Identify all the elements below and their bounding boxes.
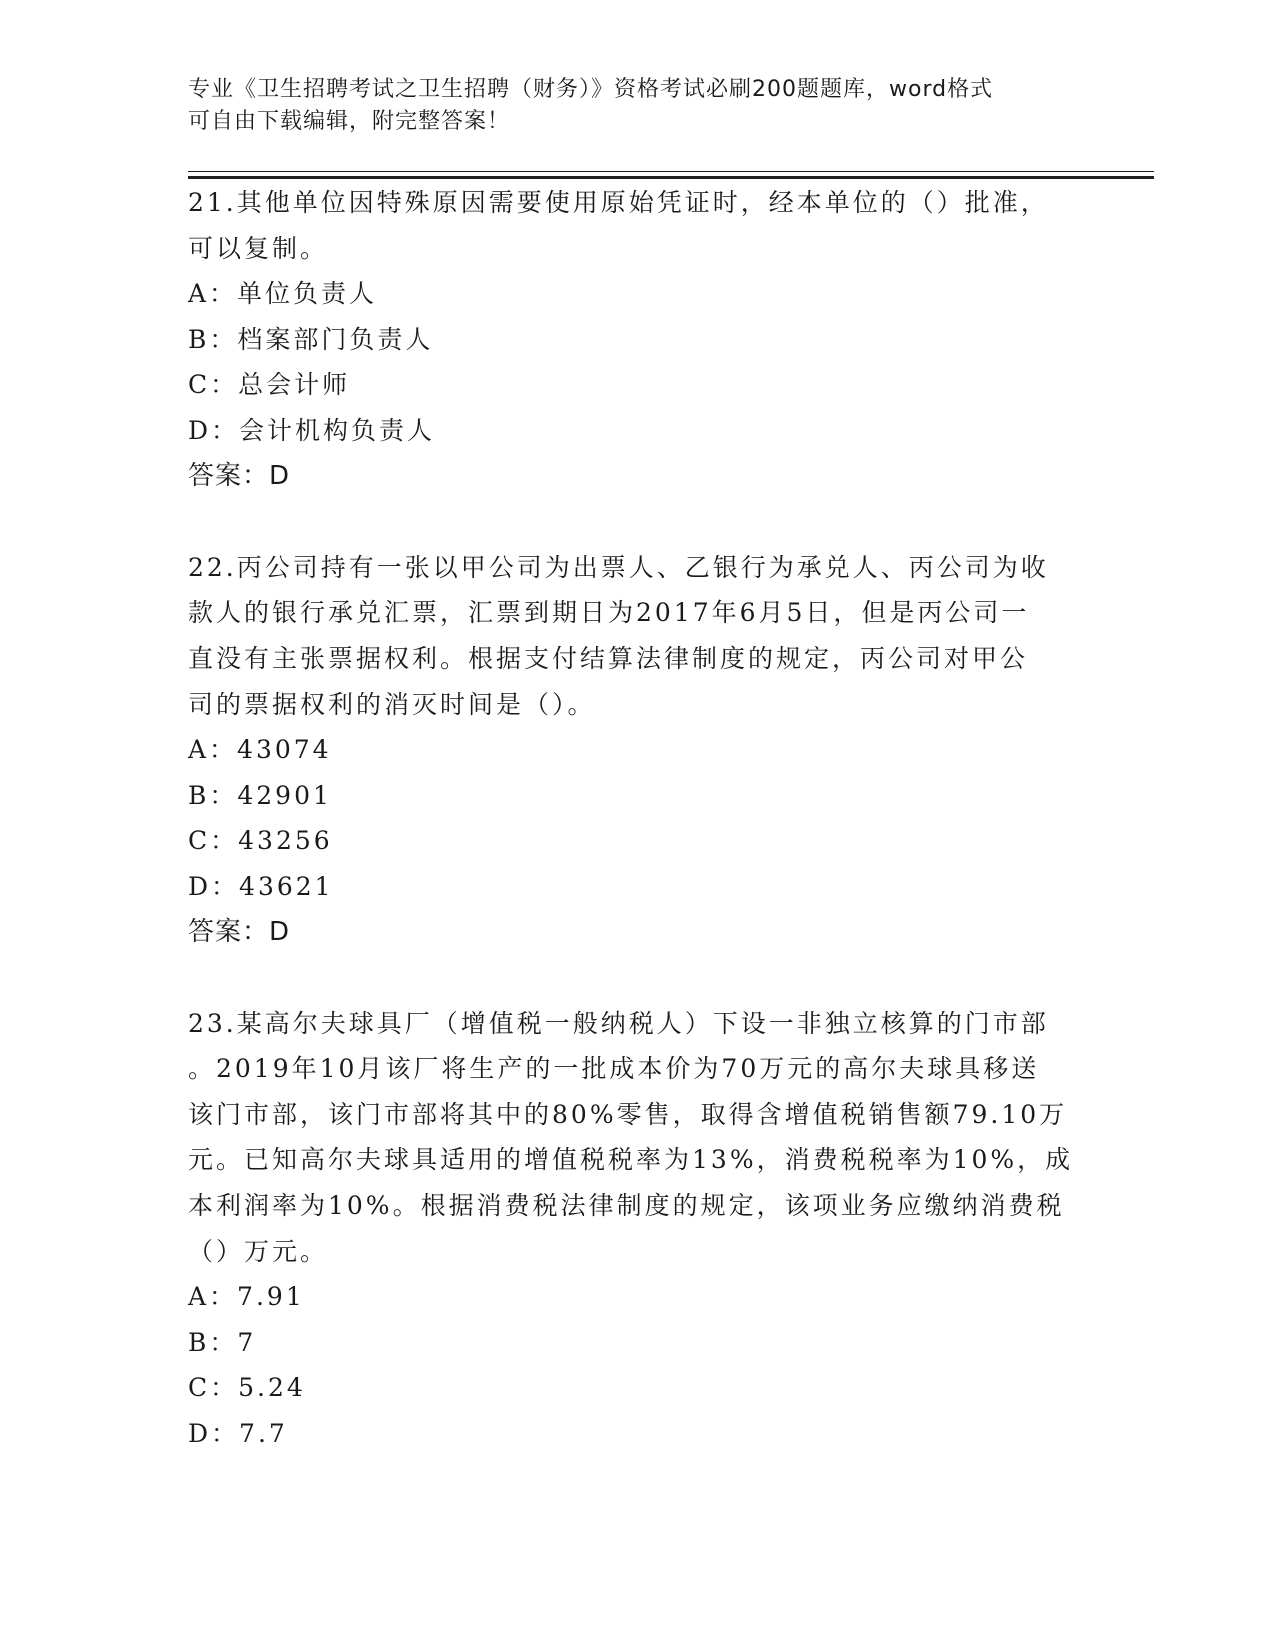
option-a: A：单位负责人 bbox=[188, 279, 378, 309]
question-stem-line: 元。已知高尔夫球具适用的增值税税率为13%，消费税税率为10%，成 bbox=[188, 1145, 1074, 1175]
option-a: A：7.91 bbox=[188, 1282, 305, 1312]
question-21 bbox=[188, 180, 1088, 499]
question-spacer bbox=[188, 955, 1088, 1001]
option-d: D：会计机构负责人 bbox=[188, 415, 436, 445]
header-divider-thick bbox=[188, 176, 1154, 179]
question-stem-line: 司的票据权利的消灭时间是（）。 bbox=[188, 689, 596, 719]
answer: 答案：D bbox=[188, 460, 291, 491]
option-d: D：43621 bbox=[188, 871, 334, 901]
option-d: D：7.7 bbox=[188, 1419, 288, 1449]
option-b: B：档案部门负责人 bbox=[188, 324, 434, 354]
question-23 bbox=[188, 1001, 1088, 1457]
question-spacer bbox=[188, 499, 1088, 545]
header-line-1: 专业《卫生招聘考试之卫生招聘（财务）》资格考试必刷200题题库，word格式 bbox=[188, 77, 994, 102]
question-stem-line: 款人的银行承兑汇票，汇票到期日为2017年6月5日，但是丙公司一 bbox=[188, 598, 1030, 628]
question-stem-line: 直没有主张票据权利。根据支付结算法律制度的规定，丙公司对甲公 bbox=[188, 643, 1029, 673]
question-stem-line: 21.其他单位因特殊原因需要使用原始凭证时，经本单位的（）批准， bbox=[188, 188, 1049, 217]
question-stem-line: 本利润率为10%。根据消费税法律制度的规定，该项业务应缴纳消费税 bbox=[188, 1191, 1065, 1221]
question-stem-line: 22.丙公司持有一张以甲公司为出票人、乙银行为承兑人、丙公司为收 bbox=[188, 552, 1049, 582]
option-a: A：43074 bbox=[188, 735, 332, 765]
question-list bbox=[188, 180, 1088, 1457]
question-stem-line: 可以复制。 bbox=[188, 233, 329, 263]
question-stem-line: 。2019年10月该厂将生产的一批成本价为70万元的高尔夫球具移送 bbox=[188, 1054, 1040, 1084]
option-c: C：5.24 bbox=[188, 1373, 306, 1403]
question-22 bbox=[188, 545, 1088, 955]
question-stem-line: 该门市部，该门市部将其中的80%零售，取得含增值税销售额79.10万 bbox=[188, 1099, 1068, 1129]
option-b: B：42901 bbox=[188, 780, 332, 810]
option-b: B：7 bbox=[188, 1327, 257, 1357]
question-stem-line: 23.某高尔夫球具厂（增值税一般纳税人）下设一非独立核算的门市部 bbox=[188, 1008, 1049, 1038]
question-stem-line: （）万元。 bbox=[188, 1236, 329, 1266]
header-line-2: 可自由下载编辑，附完整答案！ bbox=[188, 109, 511, 134]
option-c: C：43256 bbox=[188, 826, 333, 856]
answer: 答案：D bbox=[188, 916, 291, 947]
header-divider-thin bbox=[188, 171, 1154, 172]
option-c: C：总会计师 bbox=[188, 370, 351, 400]
document-header bbox=[188, 74, 1068, 138]
